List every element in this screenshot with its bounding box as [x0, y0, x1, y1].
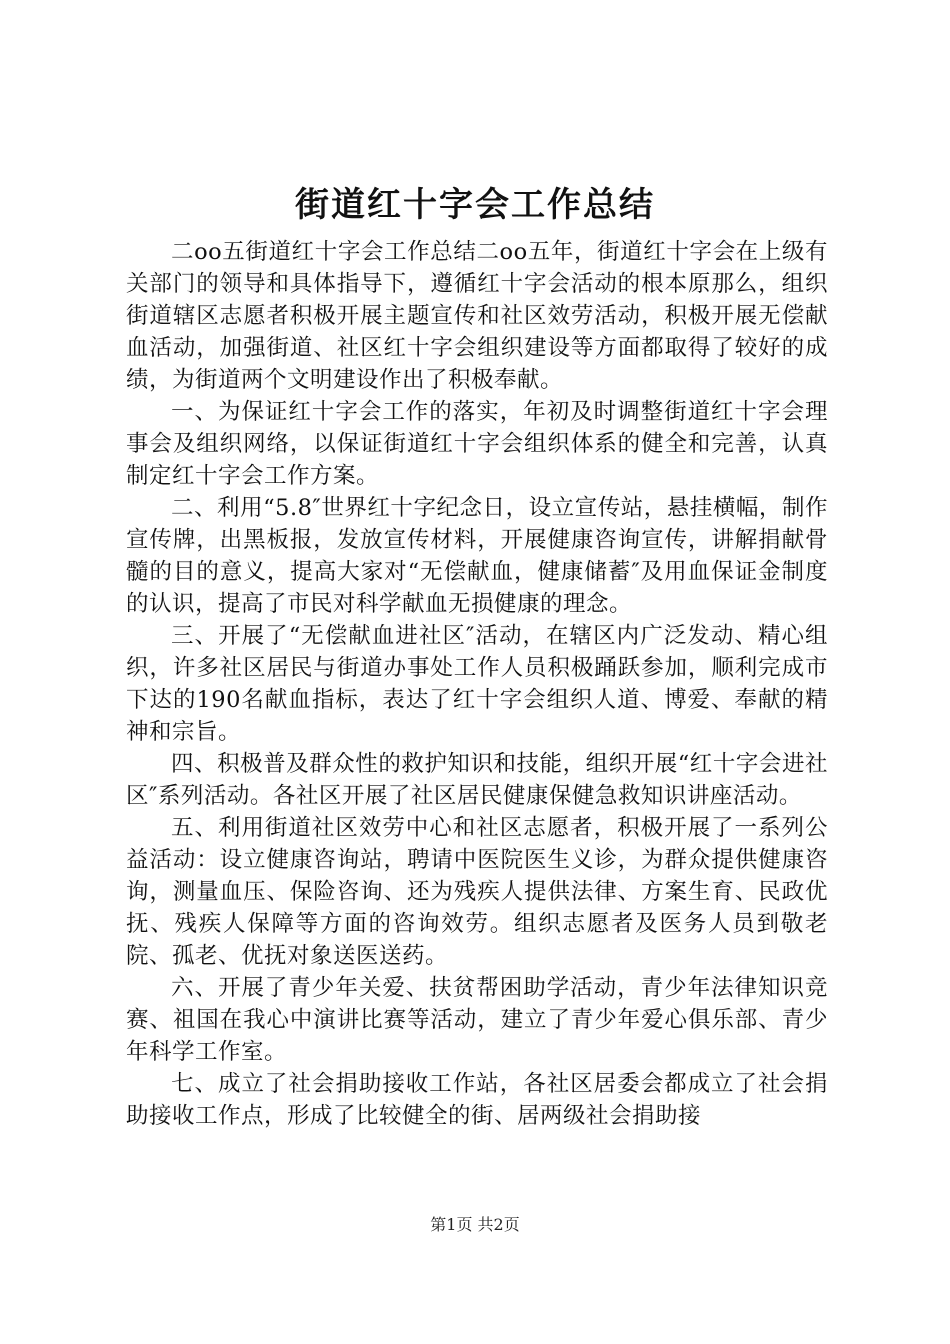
document-title: 街道红十字会工作总结 [295, 185, 655, 225]
paragraph-4: 四、积极普及群众性的救护知识和技能，组织开展“红十字会进社区″系列活动。各社区开展了社区居民健康保健急救知识讲座活动。 [126, 751, 828, 809]
paragraph-7: 七、成立了社会捐助接收工作站，各社区居委会都成立了社会捐助接收工作点，形成了比较健全的街、居两级社会捐助接 [126, 1071, 828, 1129]
paragraph-2: 二、利用“5.8″世界红十字纪念日，设立宣传站，悬挂横幅，制作宣传牌，出黑板报，发放宣传材料，开展健康咨询宣传，讲解捐献骨髓的目的意义，提高大家对“无偿献血，健康储蓄″及用血保证金制度的认识，提高了市民对科学献血无损健康的理念。 [126, 495, 828, 617]
paragraph-3: 三、开展了“无偿献血进社区″活动，在辖区内广泛发动、精心组织，许多社区居民与街道办事处工作人员积极踊跃参加，顺利完成市下达的190名献血指标，表达了红十字会组织人道、博爱、奉献的精神和宗旨。 [126, 623, 828, 745]
paragraph-intro: 二oo五街道红十字会工作总结二oo五年，街道红十字会在上级有关部门的领导和具体指导下，遵循红十字会活动的根本原那么，组织街道辖区志愿者积极开展主题宣传和社区效劳活动，积极开展无偿献血活动，加强街道、社区红十字会组织建设等方面都取得了较好的成绩，为街道两个文明建设作出了积极奉献。 [126, 239, 828, 393]
paragraph-5: 五、利用街道社区效劳中心和社区志愿者，积极开展了一系列公益活动：设立健康咨询站，聘请中医院医生义诊，为群众提供健康咨询，测量血压、保险咨询、还为残疾人提供法律、方案生育、民政优抚、残疾人保障等方面的咨询效劳。组织志愿者及医务人员到敬老院、孤老、优抚对象送医送药。 [126, 815, 828, 969]
document-body [126, 236, 828, 1132]
paragraph-1: 一、为保证红十字会工作的落实，年初及时调整街道红十字会理事会及组织网络，以保证街道红十字会组织体系的健全和完善，认真制定红十字会工作方案。 [126, 399, 828, 489]
paragraph-6: 六、开展了青少年关爱、扶贫帮困助学活动，青少年法律知识竞赛、祖国在我心中演讲比赛等活动，建立了青少年爱心俱乐部、青少年科学工作室。 [126, 975, 828, 1065]
page-number-footer: 第1页 共2页 [430, 1215, 520, 1234]
